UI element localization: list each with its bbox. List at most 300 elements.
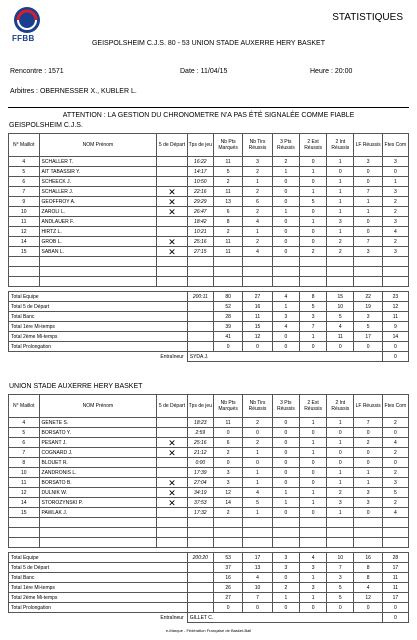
chrono-warning: ATTENTION : LA GESTION DU CHRONOMETRE N'A PAS ÉTÉ SIGNALÉE COMME FIABLE — [62, 112, 355, 119]
stat-p3: 0 — [272, 177, 299, 187]
stat-pts: 2 — [213, 508, 242, 518]
total-p3: 3 — [272, 312, 299, 322]
stat-ftes: 1 — [382, 177, 408, 187]
stat-lf: 0 — [354, 227, 382, 237]
player-name: GROB L. — [39, 237, 157, 247]
stat-ext: 0 — [299, 157, 326, 167]
total-int: 10 — [327, 553, 354, 563]
stat-ftes: 4 — [382, 438, 408, 448]
column-header: LF Réussis — [354, 395, 382, 418]
stat-lf: 3 — [354, 157, 382, 167]
stat-pts: 0 — [213, 458, 242, 468]
starter-cross-icon: ✕ — [157, 197, 188, 207]
total-ext: 3 — [299, 312, 326, 322]
stat-tps: 27:15 — [187, 247, 213, 257]
stat-pts: 2 — [213, 448, 242, 458]
stat-p3: 1 — [272, 167, 299, 177]
stat-p3: 0 — [272, 187, 299, 197]
stat-p3: 0 — [272, 448, 299, 458]
column-header: Tps de jeu — [187, 395, 213, 418]
stat-tirs: 2 — [243, 418, 272, 428]
stat-ext: 0 — [299, 207, 326, 217]
player-number: 4 — [9, 157, 40, 167]
player-name: SCHALLER J. — [39, 187, 157, 197]
stat-ftes: 0 — [382, 428, 408, 438]
player-row — [9, 448, 409, 458]
starter-cell — [157, 468, 188, 478]
stat-tirs: 4 — [243, 217, 272, 227]
total-label: Total 5 de Départ — [9, 302, 188, 312]
stat-pts: 11 — [213, 157, 242, 167]
column-header: LF Réussis — [354, 134, 382, 157]
total-int: 5 — [327, 312, 354, 322]
column-header: 5 de Départ — [157, 395, 188, 418]
stat-pts: 14 — [213, 498, 242, 508]
total-row — [9, 583, 409, 593]
total-label: Total Prolongation — [9, 603, 188, 613]
column-header: Nb Tirs Réussis — [243, 395, 272, 418]
player-row — [9, 197, 409, 207]
stat-lf: 7 — [354, 237, 382, 247]
total-row — [9, 302, 409, 312]
player-row — [9, 508, 409, 518]
total-ftes: 17 — [382, 593, 408, 603]
stat-tirs: 2 — [243, 237, 272, 247]
player-number: 6 — [9, 438, 40, 448]
stat-p3: 0 — [272, 237, 299, 247]
starter-cell — [157, 177, 188, 187]
stat-int: 1 — [327, 207, 354, 217]
stat-p3: 0 — [272, 468, 299, 478]
player-name: SCHALLER T. — [39, 157, 157, 167]
total-lf: 16 — [354, 553, 382, 563]
player-name: PESANT J. — [39, 438, 157, 448]
stat-lf: 3 — [354, 247, 382, 257]
total-tirs: 17 — [243, 553, 272, 563]
stat-tirs: 1 — [243, 508, 272, 518]
player-number: 10 — [9, 207, 40, 217]
stat-p3: 0 — [272, 418, 299, 428]
stat-int: 0 — [327, 458, 354, 468]
stat-ext: 2 — [299, 247, 326, 257]
total-int: 0 — [327, 603, 354, 613]
player-name: BORSATO B. — [39, 478, 157, 488]
org-logo-text: FFBB — [12, 34, 35, 43]
stat-lf: 1 — [354, 197, 382, 207]
stat-lf: 3 — [354, 488, 382, 498]
empty-row — [9, 538, 409, 548]
column-header: Tps de jeu — [187, 134, 213, 157]
total-ext: 1 — [299, 593, 326, 603]
column-header: Ftes Com — [382, 134, 408, 157]
total-lf: 8 — [354, 563, 382, 573]
starter-cell — [157, 418, 188, 428]
player-row — [9, 247, 409, 257]
total-ext: 0 — [299, 342, 326, 352]
stat-pts: 6 — [213, 438, 242, 448]
stat-int: 1 — [327, 418, 354, 428]
total-lf: 12 — [354, 593, 382, 603]
rencontre-number: Rencontre : 1571 — [10, 68, 64, 75]
stat-int: 0 — [327, 448, 354, 458]
coach-label: Entraîneur — [160, 353, 184, 360]
player-name: AIT TABASSIR Y. — [39, 167, 157, 177]
total-row — [9, 593, 409, 603]
total-row — [9, 563, 409, 573]
total-row — [9, 332, 409, 342]
stat-int: 3 — [327, 498, 354, 508]
stat-int: 1 — [327, 197, 354, 207]
column-header: 2 Int Réussis — [327, 395, 354, 418]
player-row — [9, 177, 409, 187]
total-pts: 28 — [213, 312, 242, 322]
total-lf: 19 — [354, 302, 382, 312]
total-ftes: 0 — [382, 603, 408, 613]
total-lf: 0 — [354, 603, 382, 613]
total-tps — [187, 342, 213, 352]
stat-tps: 29:29 — [187, 197, 213, 207]
total-int: 7 — [327, 563, 354, 573]
stat-p3: 2 — [272, 157, 299, 167]
stat-ext: 1 — [299, 167, 326, 177]
starter-cross-icon: ✕ — [157, 247, 188, 257]
player-number: 15 — [9, 508, 40, 518]
total-tps — [187, 312, 213, 322]
starter-cross-icon: ✕ — [157, 498, 188, 508]
stat-tirs: 2 — [243, 167, 272, 177]
total-tps — [187, 603, 213, 613]
stat-pts: 11 — [213, 247, 242, 257]
total-ftes: 23 — [382, 292, 408, 302]
stat-ext: 0 — [299, 478, 326, 488]
stat-tps: 16:22 — [187, 157, 213, 167]
total-tirs: 0 — [243, 603, 272, 613]
total-label: Total 2ème Mi-temps — [9, 593, 188, 603]
stat-ext: 1 — [299, 187, 326, 197]
player-name: COGNARD J. — [39, 448, 157, 458]
stat-p3: 0 — [272, 217, 299, 227]
starter-cell — [157, 157, 188, 167]
stat-p3: 1 — [272, 207, 299, 217]
match-date: Date : 11/04/15 — [180, 68, 228, 75]
stat-int: 1 — [327, 478, 354, 488]
empty-row — [9, 257, 409, 267]
stat-tirs: 4 — [243, 247, 272, 257]
player-row — [9, 157, 409, 167]
stat-ext: 1 — [299, 418, 326, 428]
total-pts: 16 — [213, 573, 242, 583]
total-lf: 22 — [354, 292, 382, 302]
stat-tps: 34:19 — [187, 488, 213, 498]
total-tps — [187, 593, 213, 603]
total-tps — [187, 563, 213, 573]
starter-cell — [157, 167, 188, 177]
player-name: SABAN L. — [39, 247, 157, 257]
stats-table-away — [8, 394, 409, 623]
stat-p3: 0 — [272, 478, 299, 488]
stat-lf: 0 — [354, 508, 382, 518]
player-number: 4 — [9, 418, 40, 428]
total-label: Total 1ère Mi-temps — [9, 322, 188, 332]
total-ext: 4 — [299, 553, 326, 563]
stat-lf: 0 — [354, 167, 382, 177]
stat-pts: 12 — [213, 488, 242, 498]
total-tps: 200:20 — [187, 553, 213, 563]
stat-tps: 21:12 — [187, 448, 213, 458]
stat-lf: 7 — [354, 418, 382, 428]
total-row — [9, 292, 409, 302]
total-pts: 41 — [213, 332, 242, 342]
stat-tirs: 2 — [243, 438, 272, 448]
stat-ext: 1 — [299, 498, 326, 508]
team-name-away: UNION STADE AUXERRE HERY BASKET — [9, 383, 143, 390]
starter-cross-icon: ✕ — [157, 187, 188, 197]
empty-row — [9, 277, 409, 287]
player-row — [9, 428, 409, 438]
total-lf: 3 — [354, 312, 382, 322]
stat-tps: 18:23 — [187, 418, 213, 428]
empty-row — [9, 528, 409, 538]
stat-p3: 0 — [272, 197, 299, 207]
stat-int: 1 — [327, 157, 354, 167]
player-row — [9, 237, 409, 247]
total-pts: 53 — [213, 553, 242, 563]
player-name: HIRTZ L. — [39, 227, 157, 237]
player-number: 7 — [9, 187, 40, 197]
stat-ftes: 2 — [382, 237, 408, 247]
column-header: Nb Tirs Réussis — [243, 134, 272, 157]
stat-ext: 0 — [299, 468, 326, 478]
stat-p3: 0 — [272, 508, 299, 518]
stat-tirs: 6 — [243, 197, 272, 207]
total-ftes: 11 — [382, 312, 408, 322]
total-ftes: 14 — [382, 332, 408, 342]
stat-tps: 27:04 — [187, 478, 213, 488]
stat-pts: 8 — [213, 217, 242, 227]
stat-pts: 2 — [213, 227, 242, 237]
stat-tirs: 1 — [243, 227, 272, 237]
stat-ftes: 2 — [382, 418, 408, 428]
player-row — [9, 458, 409, 468]
total-int: 0 — [327, 342, 354, 352]
total-pts: 0 — [213, 603, 242, 613]
match-time: Heure : 20:00 — [310, 68, 353, 75]
stat-pts: 3 — [213, 478, 242, 488]
total-p3: 1 — [272, 593, 299, 603]
coach-name: GILLET C. — [187, 613, 382, 623]
stat-pts: 3 — [213, 468, 242, 478]
team-name-home: GEISPOLSHEIM C.J.S. — [9, 122, 83, 129]
stat-ftes: 3 — [382, 187, 408, 197]
player-number: 6 — [9, 177, 40, 187]
stat-ftes: 2 — [382, 468, 408, 478]
stat-int: 2 — [327, 488, 354, 498]
player-name: PAWLAK J. — [39, 508, 157, 518]
stat-ftes: 2 — [382, 207, 408, 217]
player-name: ZANDRONIS L. — [39, 468, 157, 478]
referees: Arbitres : OBERNESSER X., KUBLER L. — [10, 88, 137, 95]
total-label: Total 5 de Départ — [9, 563, 188, 573]
stat-pts: 11 — [213, 418, 242, 428]
total-tps — [187, 302, 213, 312]
stat-tps: 10:50 — [187, 177, 213, 187]
player-row — [9, 438, 409, 448]
total-int: 10 — [327, 302, 354, 312]
stat-ftes: 4 — [382, 227, 408, 237]
column-header: NOM Prénom — [39, 395, 157, 418]
stat-ftes: 3 — [382, 247, 408, 257]
stat-tps: 22:16 — [187, 187, 213, 197]
total-tps — [187, 322, 213, 332]
total-tirs: 16 — [243, 302, 272, 312]
player-row — [9, 488, 409, 498]
stat-lf: 0 — [354, 177, 382, 187]
stat-lf: 0 — [354, 448, 382, 458]
stat-p3: 0 — [272, 227, 299, 237]
stat-tirs: 2 — [243, 207, 272, 217]
total-pts: 39 — [213, 322, 242, 332]
stat-int: 0 — [327, 428, 354, 438]
stat-ext: 0 — [299, 177, 326, 187]
stat-p3: 1 — [272, 498, 299, 508]
stat-ftes: 2 — [382, 448, 408, 458]
player-name: GEOFFROY A. — [39, 197, 157, 207]
stat-pts: 11 — [213, 237, 242, 247]
stat-lf: 2 — [354, 438, 382, 448]
total-ext: 3 — [299, 583, 326, 593]
table-header-row — [9, 134, 409, 157]
total-label: Total Equipe — [9, 553, 188, 563]
column-header: N° Maillot — [9, 134, 40, 157]
total-lf: 8 — [354, 573, 382, 583]
player-number: 14 — [9, 237, 40, 247]
stat-lf: 3 — [354, 498, 382, 508]
player-number: 10 — [9, 468, 40, 478]
stat-lf: 1 — [354, 478, 382, 488]
stat-tps: 17:32 — [187, 508, 213, 518]
total-ftes: 17 — [382, 563, 408, 573]
table-header-row — [9, 395, 409, 418]
stat-lf: 7 — [354, 187, 382, 197]
total-ext: 1 — [299, 332, 326, 342]
total-tirs: 12 — [243, 332, 272, 342]
total-row — [9, 312, 409, 322]
stat-lf: 0 — [354, 428, 382, 438]
total-p3: 4 — [272, 292, 299, 302]
player-row — [9, 167, 409, 177]
total-p3: 0 — [272, 332, 299, 342]
total-p3: 4 — [272, 322, 299, 332]
match-title: GEISPOLSHEIM C.J.S. 80 - 53 UNION STADE AUXERRE HERY BASKET — [91, 40, 325, 47]
player-number: 14 — [9, 498, 40, 508]
total-tps — [187, 573, 213, 583]
starter-cell — [157, 217, 188, 227]
coach-row — [9, 352, 409, 362]
coach-row — [9, 613, 409, 623]
total-label: Total Banc — [9, 573, 188, 583]
doc-title: STATISTIQUES — [332, 12, 403, 23]
stat-tps: 14:17 — [187, 167, 213, 177]
total-row — [9, 342, 409, 352]
total-pts: 27 — [213, 593, 242, 603]
total-pts: 0 — [213, 342, 242, 352]
player-row — [9, 498, 409, 508]
stat-ext: 0 — [299, 508, 326, 518]
stat-pts: 0 — [213, 428, 242, 438]
divider — [8, 107, 409, 108]
player-name: STOROZYNSKI P. — [39, 498, 157, 508]
starter-cross-icon: ✕ — [157, 488, 188, 498]
starter-cross-icon: ✕ — [157, 438, 188, 448]
player-number: 9 — [9, 197, 40, 207]
stat-lf: 1 — [354, 468, 382, 478]
stat-int: 1 — [327, 227, 354, 237]
stat-ext: 5 — [299, 197, 326, 207]
starter-cross-icon: ✕ — [157, 207, 188, 217]
player-number: 7 — [9, 448, 40, 458]
player-number: 8 — [9, 458, 40, 468]
total-ftes: 12 — [382, 302, 408, 312]
column-header: 2 Int Réussis — [327, 134, 354, 157]
player-name: BORSATO Y. — [39, 428, 157, 438]
stat-ext: 0 — [299, 227, 326, 237]
total-int: 5 — [327, 593, 354, 603]
total-label: Total Prolongation — [9, 342, 188, 352]
stat-int: 1 — [327, 177, 354, 187]
stat-ftes: 2 — [382, 197, 408, 207]
starter-cell — [157, 428, 188, 438]
total-pts: 26 — [213, 583, 242, 593]
stat-int: 1 — [327, 187, 354, 197]
footer-text: e-Marque - Fédération Française de Basket-Ball — [165, 628, 252, 633]
stat-lf: 1 — [354, 207, 382, 217]
stat-p3: 0 — [272, 428, 299, 438]
column-header: Nb Pts Marqués — [213, 134, 242, 157]
total-tirs: 10 — [243, 583, 272, 593]
player-row — [9, 418, 409, 428]
coach-fouls: 0 — [382, 613, 408, 623]
stat-int: 1 — [327, 468, 354, 478]
total-tirs: 27 — [243, 292, 272, 302]
player-number: 11 — [9, 217, 40, 227]
stat-ftes: 5 — [382, 488, 408, 498]
total-tps — [187, 583, 213, 593]
starter-cross-icon: ✕ — [157, 478, 188, 488]
player-row — [9, 207, 409, 217]
stat-ftes: 3 — [382, 157, 408, 167]
player-row — [9, 227, 409, 237]
player-number: 15 — [9, 247, 40, 257]
total-lf: 0 — [354, 342, 382, 352]
total-ftes: 28 — [382, 553, 408, 563]
total-ftes: 9 — [382, 322, 408, 332]
stat-p3: 0 — [272, 247, 299, 257]
total-ext: 1 — [299, 573, 326, 583]
stat-tps: 18:42 — [187, 217, 213, 227]
total-tirs: 11 — [243, 312, 272, 322]
total-ftes: 0 — [382, 342, 408, 352]
stat-ftes: 3 — [382, 217, 408, 227]
column-header: NOM Prénom — [39, 134, 157, 157]
player-number: 12 — [9, 488, 40, 498]
total-int: 5 — [327, 583, 354, 593]
stat-pts: 11 — [213, 187, 242, 197]
stat-int: 1 — [327, 508, 354, 518]
stat-ftes: 2 — [382, 498, 408, 508]
starter-cross-icon: ✕ — [157, 448, 188, 458]
player-name: GENETE S. — [39, 418, 157, 428]
total-tps — [187, 332, 213, 342]
